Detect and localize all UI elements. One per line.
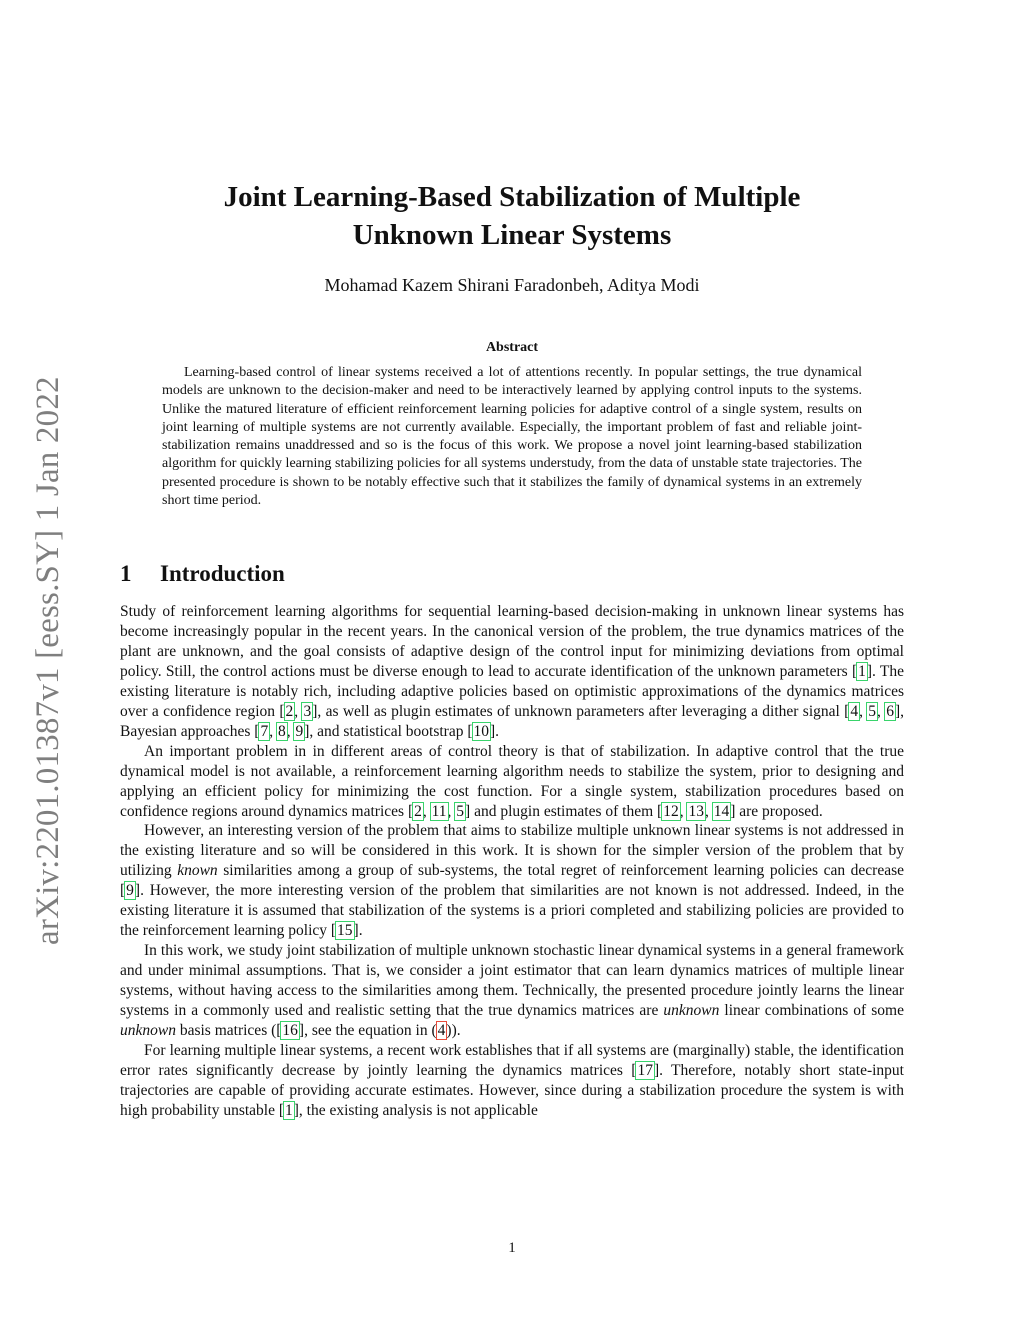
section-heading-introduction [120,559,285,589]
abstract-text: Learning-based control of linear systems received a lot of attentions recently. In popular settings, the true dynamical models are unknown to the decision-maker and need to be interactively learned by applying control inputs to the systems. Unlike the matured literature of efficient reinforcement learning policies for adaptive control of a single system, results on joint learning of multiple systems are not currently available. Especially, the important problem of fast and reliable joint-stabilization remains unaddressed and so is the focus of this work. We propose a novel joint learning-based stabilization algorithm for quickly learning stabilizing policies for all systems understudy, from the data of unstable state trajectories. The presented procedure is shown to be notably effective such that it stabilizes the family of dynamical systems in an extremely short time period. [162,365,862,509]
citation-link[interactable]: 16 [282,1022,298,1040]
section-number: 1 [120,561,132,586]
paper-title-line-2: Unknown Linear Systems [352,219,672,251]
abstract-heading: Abstract [485,340,539,355]
paper-title [120,178,904,254]
equation-reference-link[interactable]: 4 [437,1022,446,1040]
page-number: 1 [508,1240,516,1256]
emphasis-text: unknown [663,1002,720,1020]
citation-link[interactable]: 10 [473,722,490,740]
citation-link[interactable]: 15 [337,922,353,940]
citation-link[interactable]: 5 [868,702,877,720]
paragraph-2: An important problem in in different areas of control theory is that of stabilization. In adaptive control that the true dynamical model is not available, a reinforcement learning algorithm needs to stabilize the system, prior to designing and applying an efficient policy for minimizing the cost function. For a single system, stabilization procedures based on confidence regions around dynamics matrices [2, 11, 5] and plugin estimates of them [12, 13, 14] are proposed. [120,742,904,820]
paper-title-line-1: Joint Learning-Based Stabilization of Multiple [223,181,801,213]
citation-link[interactable]: 4 [850,702,859,720]
citation-link[interactable]: 9 [295,722,304,740]
citation-link[interactable]: 8 [277,722,286,740]
emphasis-text: unknown [120,1022,176,1040]
paragraph-3: However, an interesting version of the problem that aims to stabilize multiple unknown linear systems is not addressed in the existing literature and so will be considered in this work. It is shown for the simpler version of the problem that by utilizing known similarities among a group of sub-systems, the total regret of reinforcement learning policies can decrease [9]. However, the more interesting version of the problem that similarities are not known is not addressed. Indeed, in the existing literature it is assumed that stabilization of the systems is a priori completed and stabilizing policies are provided to the reinforcement learning policy [15]. [120,822,904,940]
citation-link[interactable]: 1 [285,1101,293,1119]
citation-link[interactable]: 2 [285,702,294,720]
author-list: Mohamad Kazem Shirani Faradonbeh, Aditya Modi [324,275,700,295]
citation-link[interactable]: 17 [637,1061,653,1079]
paragraph-5: For learning multiple linear systems, a recent work establishes that if all systems are (marginally) stable, the identification error rates significantly decrease by jointly learning the dynamics matrices [17]. Therefore, notably short state-input trajectories are capable of providing accurate estimates. However, since during a stabilization procedure the system is with high probability unstable [1], the existing analysis is not applicable [120,1041,904,1119]
section-title: Introduction [160,561,285,586]
citation-link[interactable]: 6 [886,702,894,720]
citation-link[interactable]: 1 [858,662,866,680]
citation-link[interactable]: 3 [303,702,312,720]
paragraph-1: Study of reinforcement learning algorithms for sequential learning-based decision-making in unknown linear systems has become increasingly popular in the recent years. In the canonical version of the problem, the true dynamics matrices of the plant are unknown, and the goal consists of adaptive design of the control input for minimizing deviations from optimal policy. Still, the control actions must be diverse enough to lead to accurate identification of the unknown parameters [1]. The existing literature is notably rich, including adaptive policies based on optimistic approximations of the dynamics matrices over a confidence region [2, 3], as well as plugin estimates of unknown parameters after leveraging a dither signal [4, 5, 6], Bayesian approaches [7, 8, 9], and statistical bootstrap [10]. [120,603,905,740]
citation-link[interactable]: 9 [126,882,134,900]
citation-link[interactable]: 11 [431,802,447,820]
citation-link[interactable]: 2 [414,802,422,820]
paragraph-4: In this work, we study joint stabilization of multiple unknown stochastic linear dynamical systems in a general framework and under minimal assumptions. That is, we consider a joint estimator that can learn dynamics matrices of multiple linear systems, without having access to the similarities among them. Technically, the presented procedure jointly learns the linear systems in a commonly used and realistic setting that the true dynamics matrices are unknown linear combinations of some unknown basis matrices ([16], see the equation in (4)). [120,942,904,1040]
citation-link[interactable]: 13 [688,802,704,820]
citation-link[interactable]: 12 [663,802,679,820]
emphasis-text: known [177,862,218,880]
citation-link[interactable]: 7 [260,722,269,740]
citation-link[interactable]: 14 [713,802,730,820]
introduction-body [120,602,904,1121]
citation-link[interactable]: 5 [456,802,465,820]
arxiv-identifier-stamp: arXiv:2201.01387v1 [eess.SY] 1 Jan 2022 [30,376,66,945]
